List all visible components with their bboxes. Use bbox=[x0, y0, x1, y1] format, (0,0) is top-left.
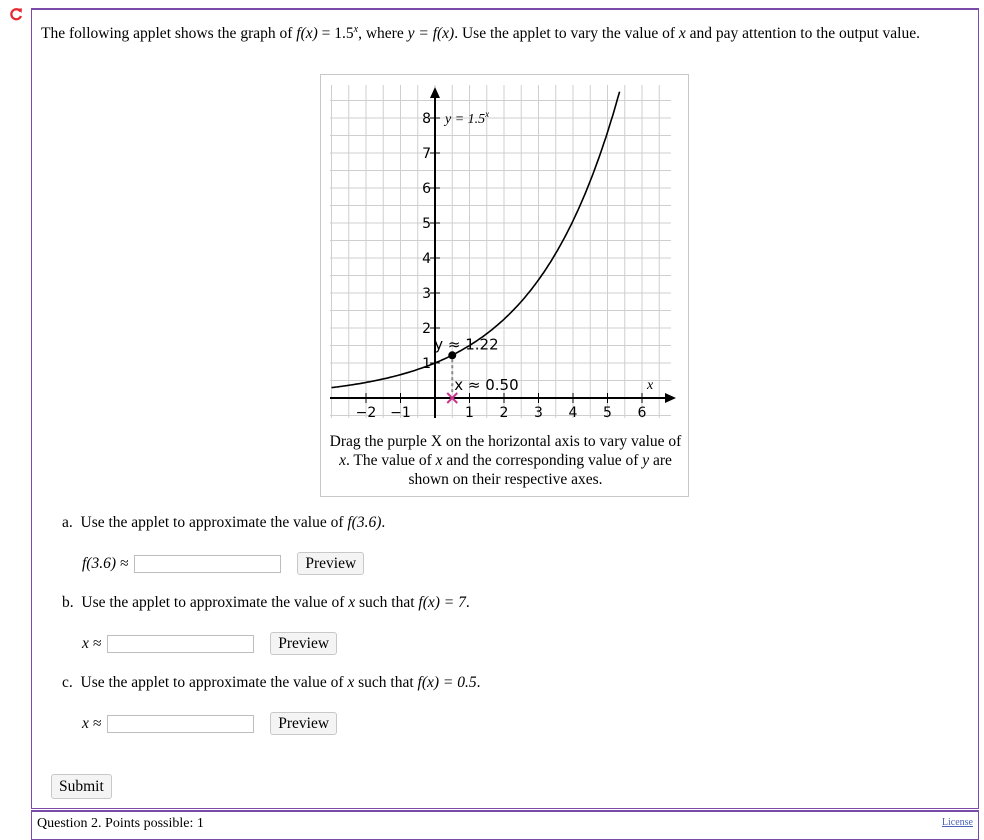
submit-button[interactable]: Submit bbox=[51, 774, 112, 799]
x-tick-label: 1 bbox=[465, 405, 474, 421]
axes bbox=[330, 87, 676, 418]
y-tick-label: 4 bbox=[422, 251, 431, 267]
applet-caption: Drag the purple X on the horizontal axis to vary value of x. The value of x and the corresponding value of y are shown on their respective axes. bbox=[329, 433, 682, 488]
x-tick-label: 6 bbox=[637, 405, 647, 421]
exponential-graph bbox=[321, 75, 690, 435]
part-b-answer-row bbox=[82, 632, 337, 655]
y-tick-label: 1 bbox=[422, 356, 431, 372]
y-tick-label: 3 bbox=[422, 286, 431, 302]
part-c-label: x ≈ bbox=[82, 714, 102, 732]
part-b-text: b. Use the applet to approximate the value of x such that f(x) = 7. bbox=[62, 594, 470, 611]
grid-lines bbox=[330, 85, 671, 418]
part-a-preview-button[interactable]: Preview bbox=[297, 552, 364, 575]
x-axis-arrow bbox=[665, 393, 676, 403]
part-c-preview-button[interactable]: Preview bbox=[270, 712, 337, 735]
license-link[interactable]: License bbox=[941, 817, 973, 828]
x-tick-label: 2 bbox=[499, 405, 509, 421]
refresh-icon[interactable] bbox=[9, 7, 23, 21]
part-a-label: f(3.6) ≈ bbox=[82, 554, 129, 572]
y-tick-label: 2 bbox=[422, 321, 431, 337]
y-tick-label: 8 bbox=[422, 111, 431, 127]
part-b-input[interactable] bbox=[107, 635, 254, 653]
x-axis-label: x bbox=[647, 378, 654, 393]
next-question-box bbox=[31, 810, 979, 840]
x-readout: x ≈ 0.50 bbox=[454, 376, 519, 394]
part-a-text: a. Use the applet to approximate the value of f(3.6). bbox=[62, 514, 386, 531]
question-box bbox=[31, 8, 979, 809]
y-tick-label: 6 bbox=[422, 181, 431, 197]
x-tick-label: 3 bbox=[534, 405, 543, 421]
part-b-label: x ≈ bbox=[82, 634, 102, 652]
next-question-title: Question 2. Points possible: 1 bbox=[37, 816, 204, 831]
part-b-preview-button[interactable]: Preview bbox=[270, 632, 337, 655]
part-c-input[interactable] bbox=[107, 715, 254, 733]
part-a-answer-row bbox=[82, 552, 364, 575]
x-tick-label: −2 bbox=[355, 405, 377, 421]
y-readout: y ≈ 1.22 bbox=[434, 335, 499, 354]
x-tick-label: 4 bbox=[568, 405, 578, 421]
y-tick-label: 7 bbox=[422, 146, 431, 162]
part-c-text: c. Use the applet to approximate the value of x such that f(x) = 0.5. bbox=[62, 674, 481, 691]
x-tick-label: −1 bbox=[390, 405, 411, 421]
y-tick-label: 5 bbox=[422, 216, 431, 232]
y-axis-arrow bbox=[430, 87, 440, 98]
part-a-input[interactable] bbox=[134, 555, 281, 573]
function-label: $y = 1.5^x$ bbox=[445, 109, 490, 127]
part-c-answer-row bbox=[82, 712, 337, 735]
x-tick-label: 5 bbox=[603, 405, 612, 421]
graph-applet bbox=[320, 74, 689, 497]
question-intro: The following applet shows the graph of $f(x) = 1.5^x$, where y = f(x). Use the applet to vary the value of x and pay attention to the output value. bbox=[41, 24, 920, 43]
